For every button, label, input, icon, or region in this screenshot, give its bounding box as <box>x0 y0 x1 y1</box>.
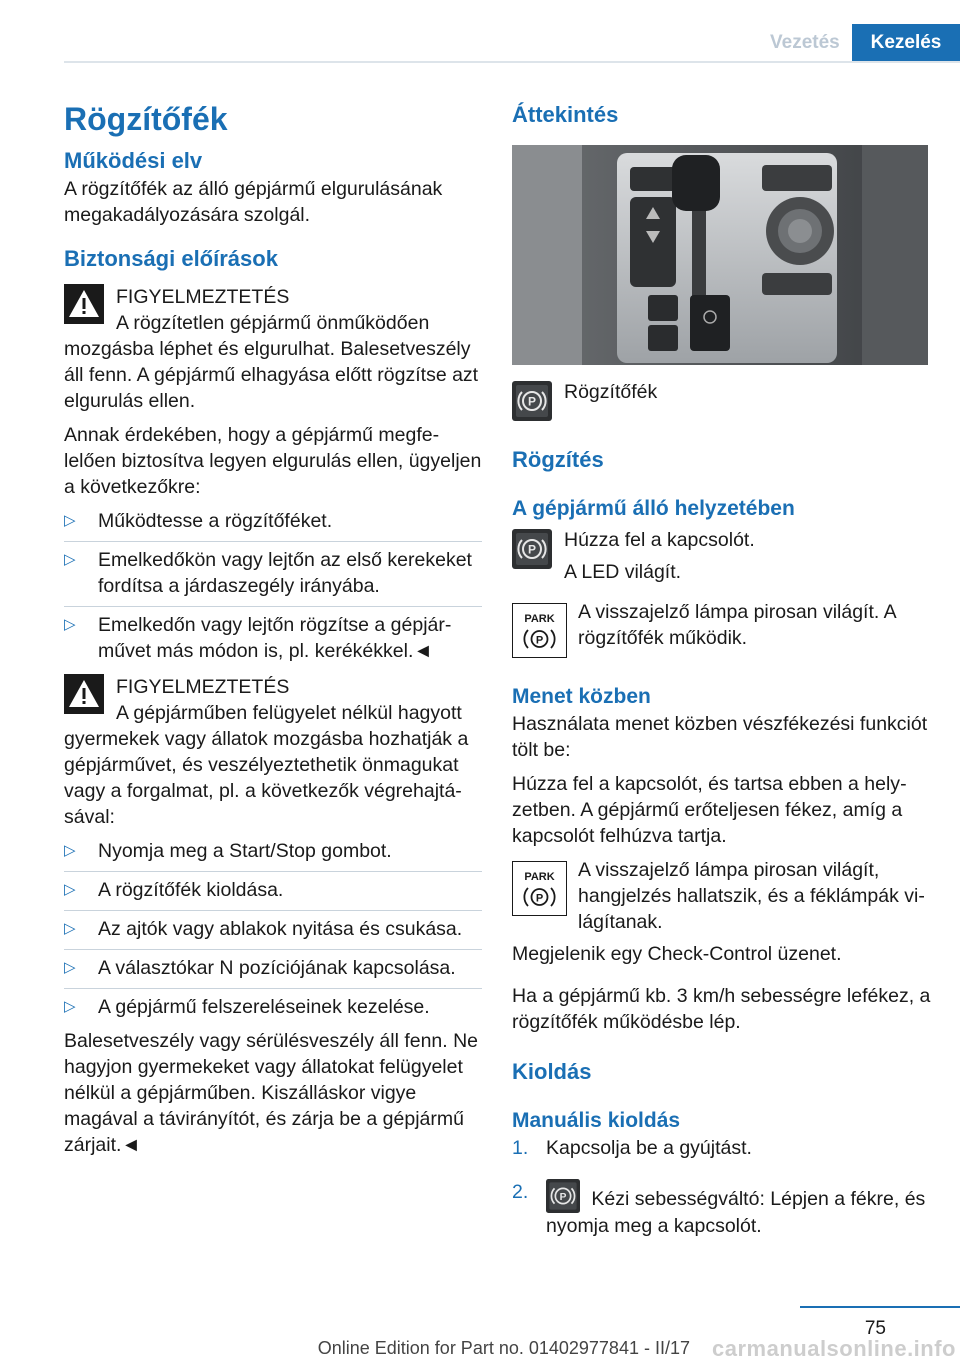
principle-text: A rögzítőfék az álló gépjármű elgurulásának megakadályozására szolgál. <box>64 178 443 226</box>
center-console-photo <box>512 145 928 365</box>
standing-step-row <box>512 527 932 585</box>
park-indicator-text-1: A visszajelző lámpa pirosan világít. A rögzítőfék működik. <box>578 601 896 649</box>
svg-text:P: P <box>527 542 537 557</box>
section-heading-overview: Áttekintés <box>512 102 619 127</box>
park-indicator-icon <box>512 603 567 658</box>
warning-icon <box>64 284 104 324</box>
section-heading-safety: Biztonsági előírások <box>64 246 278 271</box>
list-item <box>512 1179 932 1239</box>
standing-step-1: Húzza fel a kapcsolót. <box>564 529 755 551</box>
list-item: ▷ A gépjármű felszereléseinek kezelése. <box>64 994 482 1020</box>
page-number: 75 <box>864 1318 886 1339</box>
warning-body-2: gyermekek vagy állatok mozgásba hozhatják a gépjárművet, és veszélyeztethetik önmagukat vagy a forgalmat, pl. a következők végrehajtásával: <box>64 728 469 828</box>
parking-brake-icon <box>512 381 552 421</box>
list-divider <box>64 606 482 607</box>
park-indicator-icon <box>512 861 567 916</box>
subheading-driving: Menet közben <box>512 685 651 708</box>
parking-brake-icon <box>512 529 552 569</box>
photo-legend-label: Rögzítőfék <box>564 381 658 403</box>
header-divider <box>64 61 960 63</box>
svg-text:P: P <box>535 892 544 905</box>
list-divider <box>64 871 482 872</box>
footer-divider <box>800 1306 960 1308</box>
subheading-manual-release: Manuális kioldás <box>512 1109 681 1132</box>
parking-brake-icon <box>546 1179 580 1213</box>
list-divider <box>64 910 482 911</box>
edition-text: Online Edition for Part no. 01402977841 - II/17 <box>317 1338 690 1358</box>
subheading-standing: A gépjármű álló helyzetében <box>512 497 795 520</box>
list-divider <box>64 541 482 542</box>
left-column <box>64 96 482 1166</box>
risk-list <box>64 838 482 1020</box>
svg-text:P: P <box>535 634 544 647</box>
list-item: ▷ Emelkedőkön vagy lejtőn az első kerekeket fordítsa a járdaszegély irányába. <box>64 547 482 599</box>
warning-block-1 <box>64 284 482 414</box>
list-item: ▷ A választókar N pozíciójának kapcsolása. <box>64 955 482 981</box>
warning-body-1-first: A rögzítetlen gépjármű önműködően <box>116 312 430 334</box>
svg-text:P: P <box>527 394 537 409</box>
warning-icon <box>64 674 104 714</box>
park-label: PARK <box>524 613 555 625</box>
right-column <box>512 96 932 1251</box>
section-heading-apply: Rögzítés <box>512 447 604 472</box>
park-indicator-row-2 <box>512 857 932 935</box>
tab-kezeles[interactable]: Kezelés <box>852 24 960 62</box>
list-item: ▷ Emelkedőn vagy lejtőn rögzítse a gépjárművet más módon is, pl. kerékékkel.◄ <box>64 612 482 664</box>
list-item <box>512 1135 932 1161</box>
driving-text-1: Használata menet közben vészfékezési funkciót tölt be: <box>512 713 928 761</box>
photo-legend-row <box>512 379 932 419</box>
release-steps <box>512 1135 932 1239</box>
driving-text-2: Húzza fel a kapcsolót, és tartsa ebben a helyzetben. A gépjármű erőteljesen fékez, amíg a kapcsolót felhúzva tartja. <box>512 773 907 847</box>
list-item: ▷ Az ajtók vagy ablakok nyitása és csukása. <box>64 916 482 942</box>
standing-step-2: A LED világít. <box>564 561 682 583</box>
step-number: 2. <box>512 1181 529 1203</box>
list-item: ▷ A rögzítőfék kioldása. <box>64 877 482 903</box>
watermark: carmanualsonline.info <box>712 1336 956 1361</box>
park-indicator-text-2: A visszajelző lámpa pirosan világít, hangjelzés hallatszik, és a féklámpák világítanak. <box>578 859 925 933</box>
list-item: ▷ Nyomja meg a Start/Stop gombot. <box>64 838 482 864</box>
list-divider <box>64 988 482 989</box>
list-item: ▷ Működtesse a rögzítőféket. <box>64 508 482 534</box>
warning-block-2 <box>64 674 482 830</box>
page-title: Rögzítőfék <box>64 101 228 137</box>
tab-vezetes[interactable]: Vezetés <box>752 24 852 62</box>
instruction-text: Annak érdekében, hogy a gépjármű megfelelően biztosítva legyen elgurulás ellen, ügyeljen a következőkre: <box>64 424 482 498</box>
step-text: Kapcsolja be a gyújtást. <box>546 1137 752 1159</box>
warning-body-2-first: A gépjárműben felügyelet nélkül hagyott <box>116 702 462 724</box>
svg-text:P: P <box>559 1191 567 1203</box>
header-tabs <box>752 24 960 62</box>
console-illustration <box>512 145 928 365</box>
step-number: 1. <box>512 1137 529 1159</box>
warning-heading-1: FIGYELMEZTETÉS <box>116 286 290 308</box>
section-heading-principle: Működési elv <box>64 148 203 173</box>
park-label: PARK <box>524 871 555 883</box>
warning-heading-2: FIGYELMEZTETÉS <box>116 676 290 698</box>
closing-warning-text: Balesetveszély vagy sérülésveszély áll fenn. Ne hagyjon gyermekeket vagy állatokat felügyelet nélkül a gépjárműben. Kiszálláskor vigye magával a távirányítót, és zárja be a gépjármű zárjait.◄ <box>64 1030 479 1156</box>
warning-body-1: mozgásba léphet és elgurulhat. Balesetveszély áll fenn. A gépjármű elhagyása előtt rögzítse azt elgurulás ellen. <box>64 338 479 412</box>
driving-text-4: Megjelenik egy Check-Control üzenet. <box>512 943 842 965</box>
section-heading-release: Kioldás <box>512 1059 592 1084</box>
step-text: Kézi sebességváltó: Lépjen a fékre, és nyomja meg a kapcsolót. <box>546 1188 926 1237</box>
precaution-list <box>64 508 482 664</box>
list-divider <box>64 949 482 950</box>
driving-text-5: Ha a gépjármű kb. 3 km/h sebességre lefékez, a rögzítőfék működésbe lép. <box>512 985 931 1033</box>
park-indicator-row-1 <box>512 599 932 665</box>
